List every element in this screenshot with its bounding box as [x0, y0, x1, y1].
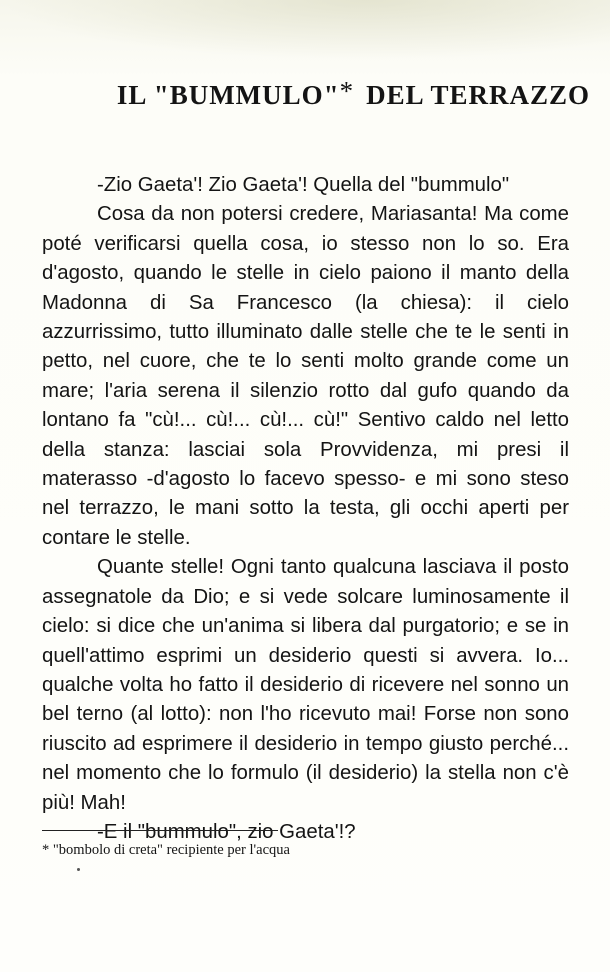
footnote: * "bombolo di creta" recipiente per l'acqua	[42, 842, 290, 858]
footnote-marker: *	[339, 76, 355, 106]
paragraph: -E il "bummulo", zio Gaeta'!?	[97, 820, 356, 843]
paragraph: -Zio Gaeta'! Zio Gaeta'! Quella del "bummulo"	[97, 174, 510, 196]
paragraph: Cosa da non potersi credere, Mariasanta! Ma come poté verificarsi quella cosa, io stesso non lo so. Era d'agosto, quando le stelle in cielo paiono il manto della Madonna di Sa Francesco (la chiesa): il cielo azzurrissimo, tutto illuminato dalle stelle che te le senti in petto, nel cuore, che te lo senti molto grande come un mare; l'aria serena il silenzio rotto dal gufo quando da lontano fa "cù!... cù!... cù!... cù!" Sentivo caldo nel letto della stanza: lasciai sola Provvidenza, mi presi il materasso -d'agosto lo facevo spesso- e mi sono steso nel terrazzo, le mani sotto la testa, gli occhi aperti per contare le stelle.	[42, 203, 569, 549]
footnote-divider	[42, 830, 278, 831]
ink-speck	[77, 868, 80, 871]
chapter-title-rest: DEL TERRAZZO	[366, 80, 590, 110]
page-top-discoloration	[0, 0, 610, 60]
chapter-title-main: IL "BUMMULO"	[116, 80, 340, 110]
paragraph: Quante stelle! Ogni tanto qualcuna lasciava il posto assegnatole da Dio; e si vede solcare luminosamente il cielo: si dice che un'anima si libera dal purgatorio; e se in quell'attimo esprimi un desiderio questi si avvera. Io... qualche volta ho fatto il desiderio di ricevere nel sonno un bel terno (al lotto): non l'ho ricevuto mai! Forse non sono riuscito ad esprimere il desiderio in tempo giusto perché... nel momento che lo formulo (il desiderio) la stella non c'è più! Mah!	[42, 556, 569, 814]
body-text	[42, 171, 569, 847]
chapter-title	[90, 76, 590, 111]
